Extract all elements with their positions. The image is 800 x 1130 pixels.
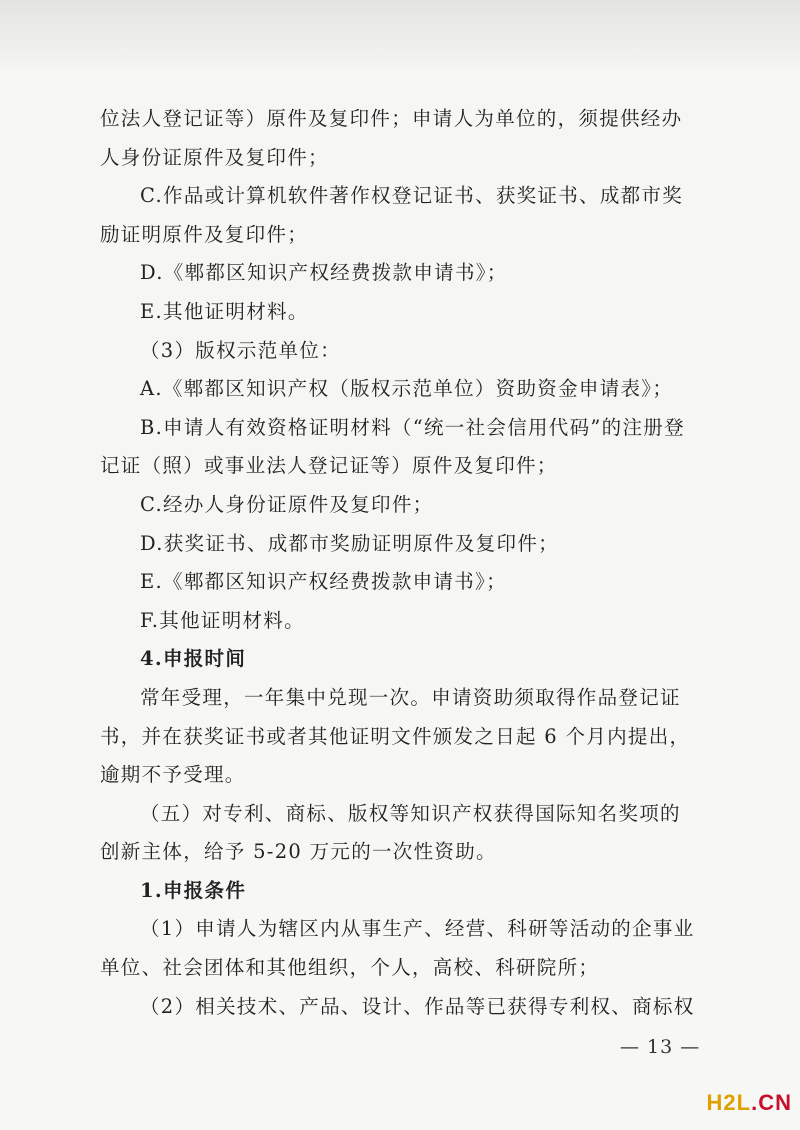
page-number: — 13 —	[620, 1036, 701, 1058]
text-line: 单位、社会团体和其他组织，个人，高校、科研院所；	[100, 956, 600, 980]
text-line: （1）申请人为辖区内从事生产、经营、科研等活动的企事业	[140, 917, 695, 941]
section-heading: 1.申报条件	[140, 878, 247, 902]
text-line: 逾期不予受理。	[100, 763, 246, 787]
document-body	[100, 100, 705, 1026]
text-line: 位法人登记证等）原件及复印件；申请人为单位的，须提供经办	[100, 107, 683, 130]
text-line: 人身份证原件及复印件；	[100, 145, 329, 169]
text-line: 创新主体，给予 5-20 万元的一次性资助。	[100, 840, 497, 864]
site-watermark	[707, 1090, 792, 1116]
text-line: E.其他证明材料。	[140, 299, 309, 323]
text-line: F.其他证明材料。	[140, 608, 305, 632]
text-line: D.《郫都区知识产权经费拨款申请书》；	[140, 261, 508, 285]
text-line: E.《郫都区知识产权经费拨款申请书》；	[140, 570, 507, 594]
text-line: C.经办人身份证原件及复印件；	[140, 492, 434, 516]
text-line: D.获奖证书、成都市奖励证明原件及复印件；	[140, 531, 559, 555]
text-line: （3）版权示范单位：	[140, 338, 341, 362]
watermark-main: H2L	[706, 1090, 752, 1115]
text-line: C.作品或计算机软件著作权登记证书、获奖证书、成都市奖	[140, 184, 684, 208]
text-line: A.《郫都区知识产权（版权示范单位）资助资金申请表》；	[140, 377, 674, 401]
text-line: 书，并在获奖证书或者其他证明文件颁发之日起 6 个月内提出，	[100, 724, 691, 748]
watermark-suffix: .CN	[751, 1090, 792, 1115]
text-line: B.申请人有效资格证明材料（“统一社会信用代码”的注册登	[140, 415, 685, 439]
text-line: 励证明原件及复印件；	[100, 222, 309, 246]
text-line: （2）相关技术、产品、设计、作品等已获得专利权、商标权	[140, 994, 695, 1018]
text-line: 常年受理，一年集中兑现一次。申请资助须取得作品登记证	[140, 685, 681, 709]
section-heading: 4.申报时间	[140, 647, 247, 671]
scan-shadow	[0, 0, 800, 70]
text-line: 记证（照）或事业法人登记证等）原件及复印件；	[100, 454, 558, 478]
text-line: （五）对专利、商标、版权等知识产权获得国际知名奖项的	[140, 801, 681, 825]
